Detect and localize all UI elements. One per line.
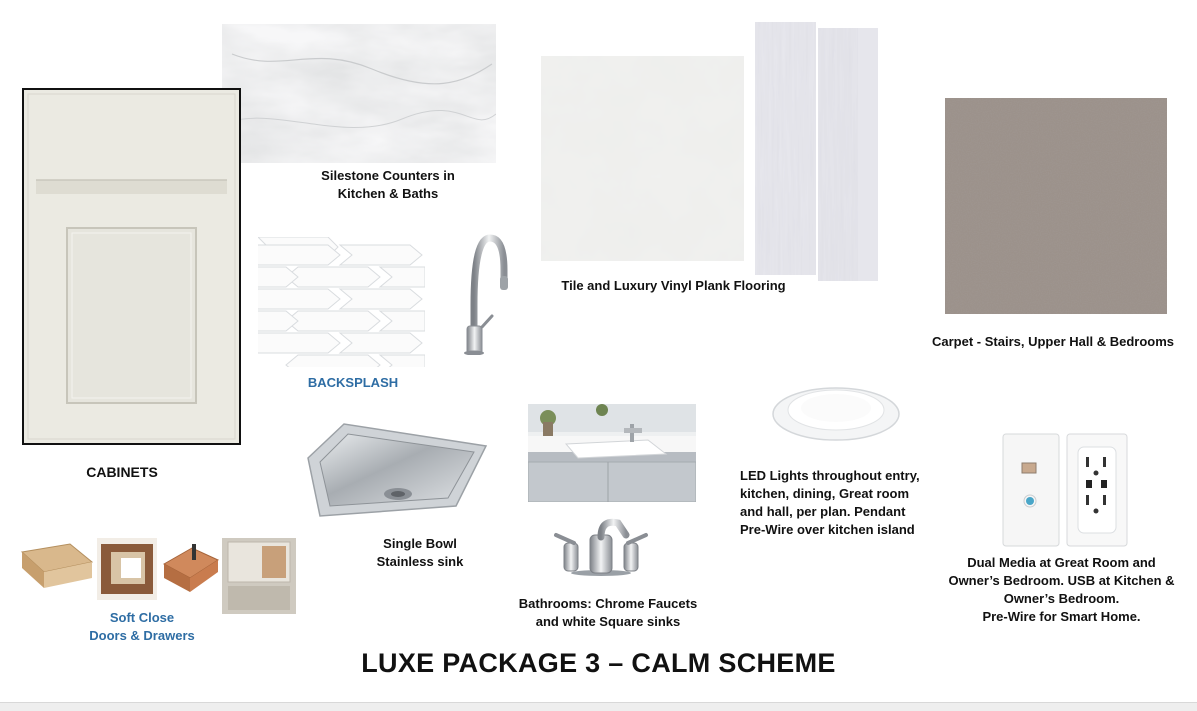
counter-marble-swatch [222, 24, 496, 163]
backsplash-tile-image [258, 237, 425, 367]
chrome-faucet-image [552, 513, 650, 577]
flooring-caption: Tile and Luxury Vinyl Plank Flooring [561, 278, 786, 293]
soft-close-drawer-3 [162, 538, 220, 594]
soft-close-drawer-2 [97, 538, 157, 600]
usb-outlet-image [1066, 433, 1128, 547]
sink-caption: Single Bowl Stainless sink [376, 536, 464, 569]
soft-close-caption: Soft Close Doors & Drawers [89, 610, 195, 643]
vinyl-plank-swatch-1 [755, 22, 816, 275]
cabinets-caption: CABINETS [86, 464, 158, 480]
bathrooms-caption: Bathrooms: Chrome Faucets and white Square sinks [518, 596, 698, 629]
package-title: LUXE PACKAGE 3 – CALM SCHEME [361, 648, 836, 678]
media-caption: Dual Media at Great Room and Owner’s Bedroom. USB at Kitchen & Owner’s Bedroom. Pre-Wire for Smart Home. [948, 555, 1175, 624]
backsplash-caption: BACKSPLASH [307, 375, 399, 390]
media-outlet-image [1002, 433, 1060, 547]
stainless-sink-image [306, 420, 488, 520]
counters-caption: Silestone Counters in Kitchen & Baths [321, 168, 455, 201]
soft-close-drawer-4 [222, 538, 296, 614]
cabinet-door-image [22, 88, 241, 445]
led-caption: LED Lights throughout entry, kitchen, dining, Great room and hall, per plan. Pendant Pre-Wire over kitchen island [740, 468, 920, 537]
led-light-image [771, 380, 901, 442]
vinyl-plank-swatch-2 [818, 28, 878, 281]
kitchen-faucet-image [452, 230, 512, 355]
carpet-caption: Carpet - Stairs, Upper Hall & Bedrooms [932, 334, 1174, 349]
soft-close-drawer-1 [20, 538, 94, 590]
tile-flooring-swatch [541, 56, 744, 261]
carpet-swatch [945, 98, 1167, 314]
bathroom-vanity-image [528, 404, 696, 502]
